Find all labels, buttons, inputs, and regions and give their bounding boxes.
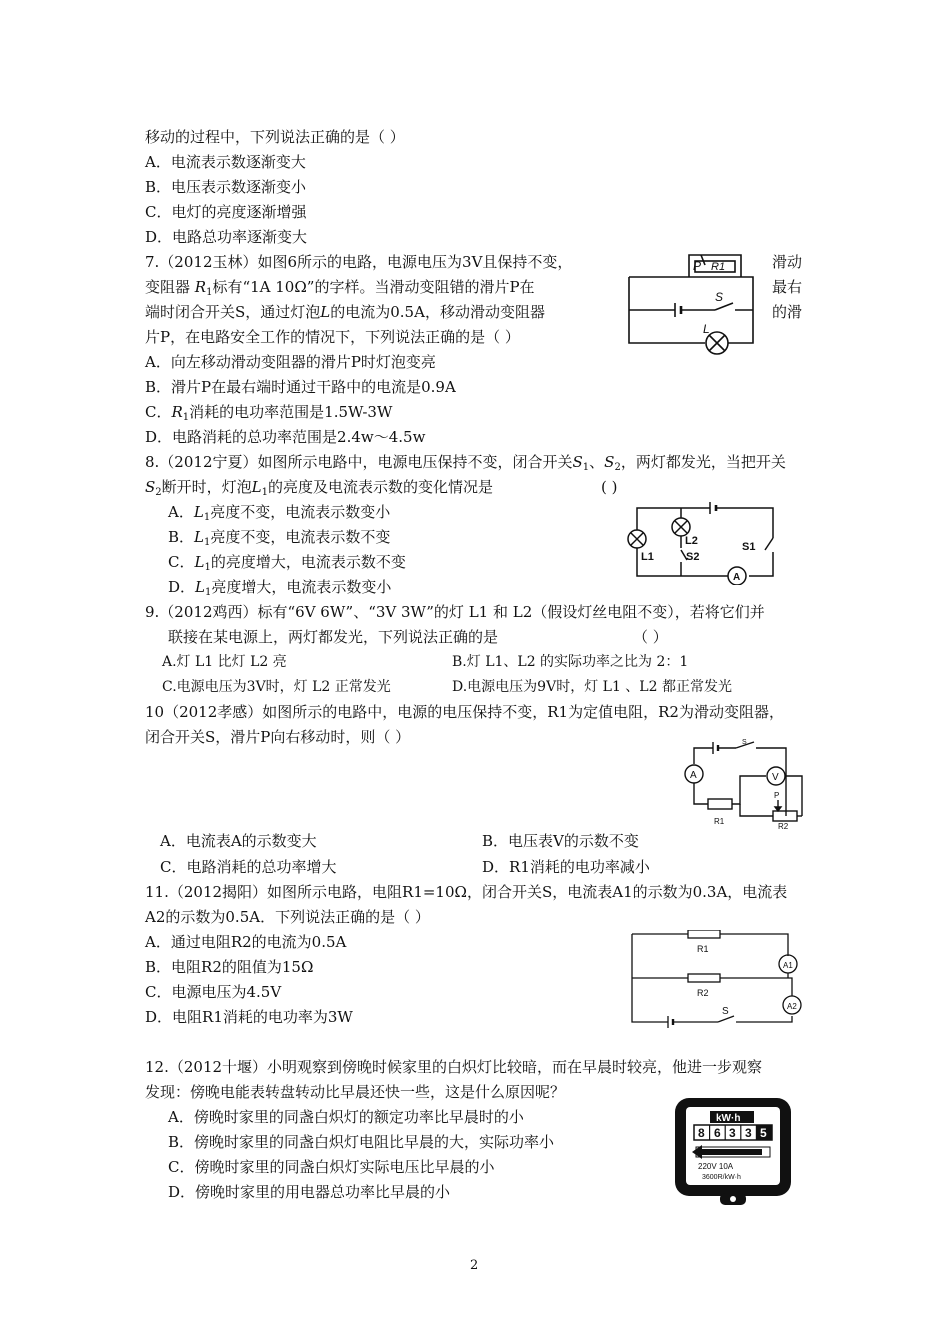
q7-option-a: A．向左移动滑动变阻器的滑片P时灯泡变亮 xyxy=(145,353,436,371)
q10-option-a: A．电流表A的示数变大 xyxy=(160,832,317,850)
q10-option-b: B．电压表V的示数不变 xyxy=(482,832,639,850)
q8-answer-paren: ( ) xyxy=(601,478,618,496)
q11-fig-label-r1: R1 xyxy=(697,944,709,954)
meter-digit-4: 3 xyxy=(745,1126,752,1140)
q9-option-b: B.灯 L1、L2 的实际功率之比为 2：1 xyxy=(452,654,689,670)
q7-line-2-right: 最右 xyxy=(772,278,803,296)
q7-fig-label-s: S xyxy=(715,290,724,304)
meter-spec-revolutions: 3600R/kW·h xyxy=(702,1174,741,1181)
q10-line-2: 闭合开关S，滑片P向右移动时，则（ ） xyxy=(145,728,411,746)
q6-option-d: D．电路总功率逐渐变大 xyxy=(145,228,308,246)
q6-option-a: A．电流表示数逐渐变大 xyxy=(145,153,306,171)
q6-option-c: C．电灯的亮度逐渐增强 xyxy=(145,203,307,221)
q7-fig-label-p: P xyxy=(693,259,702,273)
q8-option-d: D．$L_1$亮度增大，电流表示数变小 xyxy=(168,578,392,598)
q11-line-2: A2的示数为0.5A．下列说法正确的是（ ） xyxy=(145,908,430,926)
meter-digit-5: 5 xyxy=(760,1126,767,1140)
q11-fig-label-a2: A2 xyxy=(787,1002,797,1011)
meter-digit-2: 6 xyxy=(714,1126,721,1140)
q7-option-c: C．$R_1$消耗的电功率范围是1.5W-3W xyxy=(145,403,393,423)
q9-line-1: 9.（2012鸡西）标有“6V 6W”、“3V 3W”的灯 L1 和 L2（假设灯丝电阻不变），若将它们并 xyxy=(145,603,765,621)
page-number: 2 xyxy=(470,1258,479,1273)
q11-option-a: A．通过电阻R2的电流为0.5A xyxy=(145,933,347,951)
q10-option-c: C．电路消耗的总功率增大 xyxy=(160,858,337,876)
q8-option-c: C．$L_1$的亮度增大，电流表示数不变 xyxy=(168,553,406,573)
q10-option-d: D．R1消耗的电功率减小 xyxy=(482,858,650,876)
q11-line-1: 11.（2012揭阳）如图所示电路，电阻R1=10Ω，闭合开关S，电流表A1的示数为0.3A，电流表 xyxy=(145,883,788,901)
q12-option-a: A．傍晚时家里的同盏白炽灯的额定功率比早晨时的小 xyxy=(168,1108,524,1126)
q11-option-d: D．电阻R1消耗的电功率为3W xyxy=(145,1008,353,1026)
q12-line-2: 发现：傍晚电能表转盘转动比早晨还快一些，这是什么原因呢？ xyxy=(145,1083,566,1101)
q7-line-3-right: 的滑 xyxy=(772,303,803,321)
q6-option-b: B．电压表示数逐渐变小 xyxy=(145,178,307,196)
q9-option-d: D.电源电压为9V时，灯 L1 、L2 都正常发光 xyxy=(452,679,732,695)
q10-fig-label-p: P xyxy=(774,791,780,800)
q7-line-1: 7.（2012玉林）如图6所示的电路，电源电压为3V且保持不变， xyxy=(145,253,573,271)
q7-fig-label-r1: R1 xyxy=(711,261,726,273)
q11-circuit-figure xyxy=(628,930,806,1028)
q7-line-1-right: 滑动 xyxy=(772,253,803,271)
q7-line-4: 片P，在电路安全工作的情况下，下列说法正确的是（ ） xyxy=(145,328,520,346)
q9-answer-paren: （ ） xyxy=(633,628,668,646)
q10-fig-label-v: V xyxy=(772,772,779,783)
q11-option-b: B．电阻R2的阻值为15Ω xyxy=(145,958,314,976)
q8-fig-label-s2: S2 xyxy=(686,551,700,563)
q11-option-c: C．电源电压为4.5V xyxy=(145,983,282,1001)
q10-fig-label-a: A xyxy=(690,770,697,781)
meter-digit-1: 8 xyxy=(698,1126,705,1140)
meter-digit-3: 3 xyxy=(729,1126,736,1140)
q7-circuit-figure xyxy=(625,253,765,358)
q10-fig-label-s: S xyxy=(742,739,747,746)
q6-continuation: 移动的过程中，下列说法正确的是（ ） xyxy=(145,128,405,146)
q12-line-1: 12.（2012十堰）小明观察到傍晚时候家里的白炽灯比较暗，而在早晨时较亮，他进一步观察 xyxy=(145,1058,763,1076)
meter-spec-voltage-current: 220V 10A xyxy=(698,1162,734,1171)
q7-line-2: 变阻器 $R_1$标有“1A 10Ω”的字样。当滑动变阻错的滑片P在 xyxy=(145,278,535,298)
q8-fig-label-l2: L2 xyxy=(685,535,698,547)
q8-fig-label-s1: S1 xyxy=(742,541,756,553)
q12-option-c: C．傍晚时家里的同盏白炽灯实际电压比早晨的小 xyxy=(168,1158,495,1176)
q11-fig-label-a1: A1 xyxy=(783,961,793,970)
q8-fig-label-a: A xyxy=(733,572,741,583)
q7-fig-label-l: L xyxy=(703,322,710,336)
q8-line-2: $S_2$断开时，灯泡$L_1$的亮度及电流表示数的变化情况是 xyxy=(145,478,494,498)
q12-option-b: B．傍晚时家里的同盏白炽灯电阻比早晨的大，实际功率小 xyxy=(168,1133,555,1151)
q9-option-a: A.灯 L1 比灯 L2 亮 xyxy=(162,654,287,670)
q11-fig-label-s: S xyxy=(722,1006,729,1017)
q10-circuit-figure xyxy=(678,738,810,830)
q7-option-d: D．电路消耗的总功率范围是2.4w～4.5w xyxy=(145,428,426,446)
meter-unit-label: kW·h xyxy=(716,1113,741,1124)
q10-fig-label-r2: R2 xyxy=(778,822,789,830)
q12-option-d: D．傍晚时家里的用电器总功率比早晨的小 xyxy=(168,1183,451,1201)
energy-meter-figure xyxy=(672,1095,794,1207)
q11-fig-label-r2: R2 xyxy=(697,988,709,998)
q10-fig-label-r1: R1 xyxy=(714,817,725,826)
q8-option-a: A．$L_1$亮度不变，电流表示数变小 xyxy=(168,503,391,523)
q8-fig-label-l1: L1 xyxy=(641,551,654,563)
q7-option-b: B．滑片P在最右端时通过干路中的电流是0.9A xyxy=(145,378,456,396)
q10-line-1: 10（2012孝感）如图所示的电路中，电源的电压保持不变，R1为定值电阻，R2为滑动变阻器， xyxy=(145,703,784,721)
q8-option-b: B．$L_1$亮度不变，电流表示数不变 xyxy=(168,528,391,548)
q9-option-c: C.电源电压为3V时，灯 L2 正常发光 xyxy=(162,679,391,695)
q8-circuit-figure xyxy=(625,500,780,585)
q8-line-1: 8.（2012宁夏）如图所示电路中，电源电压保持不变，闭合开关$S_1$、$S_2$，两灯都发光，当把开关 xyxy=(145,453,786,473)
q7-line-3: 端时闭合开关S，通过灯泡L的电流为0.5A，移动滑动变阻器 xyxy=(145,303,545,321)
q9-line-2: 联接在某电源上，两灯都发光，下列说法正确的是 xyxy=(168,628,499,646)
